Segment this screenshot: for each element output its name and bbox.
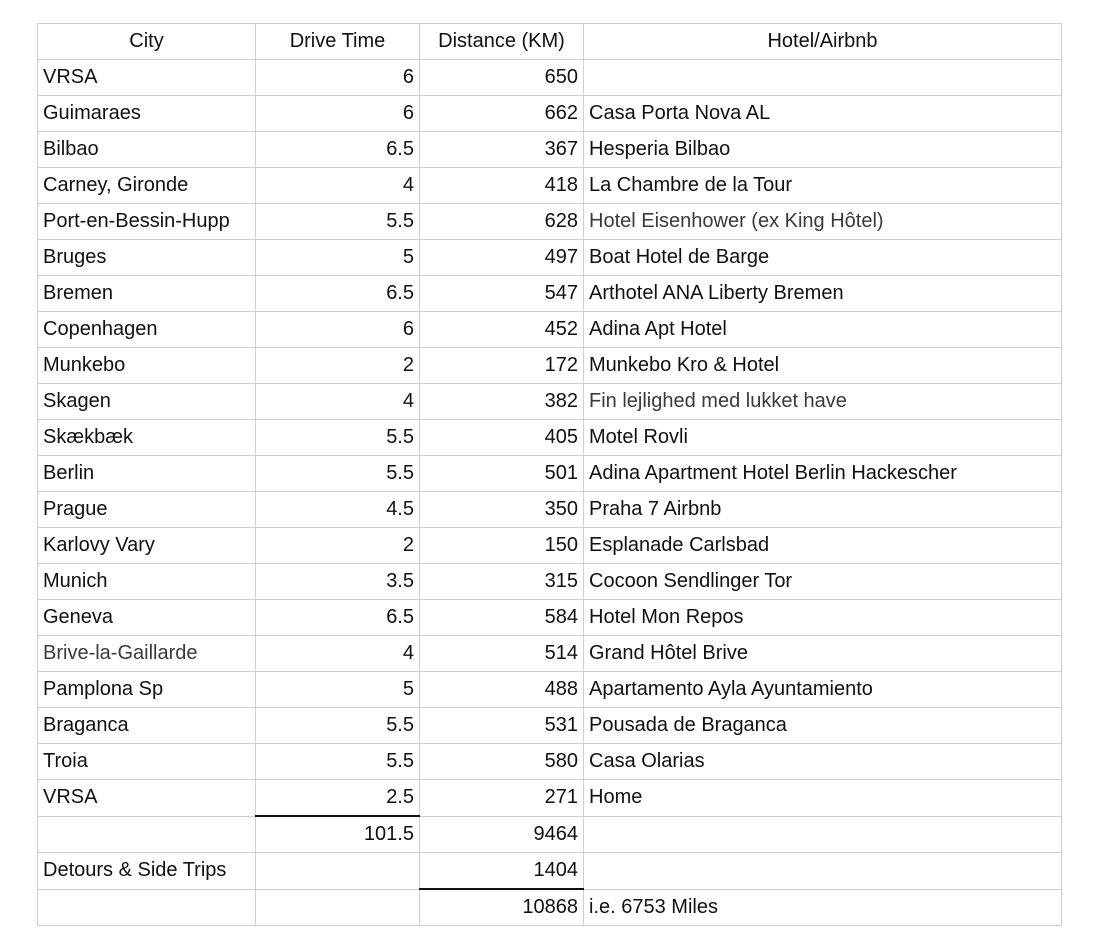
header-city[interactable]: City [38,24,256,60]
hotel-cell[interactable]: Apartamento Ayla Ayuntamiento [584,672,1062,708]
table-row [38,564,1062,600]
hotel-cell[interactable] [584,60,1062,96]
distance-cell[interactable]: 382 [420,384,584,420]
drive-time-cell[interactable]: 3.5 [256,564,420,600]
city-cell[interactable]: Prague [38,492,256,528]
table-row [38,240,1062,276]
table-row [38,456,1062,492]
distance-cell[interactable]: 315 [420,564,584,600]
empty-cell[interactable] [256,853,420,890]
hotel-cell[interactable]: Pousada de Braganca [584,708,1062,744]
table-row [38,744,1062,780]
table-row [38,204,1062,240]
city-cell[interactable]: Pamplona Sp [38,672,256,708]
drive-time-cell[interactable]: 5.5 [256,204,420,240]
table-row [38,132,1062,168]
hotel-cell[interactable]: Hesperia Bilbao [584,132,1062,168]
table-row [38,492,1062,528]
table-row [38,384,1062,420]
drive-time-cell[interactable]: 5 [256,672,420,708]
drive-time-cell[interactable]: 4 [256,384,420,420]
city-cell[interactable]: Bremen [38,276,256,312]
distance-cell[interactable]: 531 [420,708,584,744]
distance-cell[interactable]: 418 [420,168,584,204]
hotel-cell[interactable]: Motel Rovli [584,420,1062,456]
distance-cell[interactable]: 497 [420,240,584,276]
city-cell[interactable]: Troia [38,744,256,780]
city-cell[interactable]: Port-en-Bessin-Hupp [38,204,256,240]
distance-cell[interactable]: 271 [420,780,584,817]
table-row [38,708,1062,744]
city-cell[interactable]: Skagen [38,384,256,420]
drive-time-cell[interactable]: 6.5 [256,132,420,168]
header-distance[interactable]: Distance (KM) [420,24,584,60]
table-row [38,780,1062,817]
drive-time-cell[interactable]: 6.5 [256,600,420,636]
header-drive-time[interactable]: Drive Time [256,24,420,60]
city-cell[interactable]: Berlin [38,456,256,492]
header-hotel[interactable]: Hotel/Airbnb [584,24,1062,60]
distance-cell[interactable]: 405 [420,420,584,456]
city-cell[interactable]: Skækbæk [38,420,256,456]
miles-note-cell[interactable]: i.e. 6753 Miles [584,889,1062,926]
city-cell[interactable]: Guimaraes [38,96,256,132]
hotel-cell[interactable]: Cocoon Sendlinger Tor [584,564,1062,600]
distance-cell[interactable]: 488 [420,672,584,708]
city-cell[interactable]: Munkebo [38,348,256,384]
hotel-cell[interactable]: Esplanade Carlsbad [584,528,1062,564]
drive-time-cell[interactable]: 6 [256,96,420,132]
hotel-cell[interactable]: Boat Hotel de Barge [584,240,1062,276]
grand-total-distance-cell[interactable]: 10868 [420,889,584,926]
hotel-cell[interactable]: Home [584,780,1062,817]
empty-cell[interactable] [584,853,1062,890]
distance-cell[interactable]: 501 [420,456,584,492]
hotel-cell[interactable]: Casa Olarias [584,744,1062,780]
distance-cell[interactable]: 172 [420,348,584,384]
drive-time-cell[interactable]: 5.5 [256,456,420,492]
distance-cell[interactable]: 150 [420,528,584,564]
city-cell[interactable]: Geneva [38,600,256,636]
hotel-cell[interactable]: Adina Apartment Hotel Berlin Hackescher [584,456,1062,492]
city-cell[interactable]: Brive-la-Gaillarde [38,636,256,672]
city-cell[interactable]: Bilbao [38,132,256,168]
detours-distance-cell[interactable]: 1404 [420,853,584,890]
trip-table [37,23,1062,926]
header-row [38,24,1062,60]
empty-cell[interactable] [584,816,1062,853]
distance-cell[interactable]: 367 [420,132,584,168]
drive-time-cell[interactable]: 2 [256,348,420,384]
city-cell[interactable]: Munich [38,564,256,600]
table-row [38,348,1062,384]
drive-time-cell[interactable]: 6 [256,312,420,348]
drive-time-cell[interactable]: 5 [256,240,420,276]
table-row [38,600,1062,636]
drive-time-cell[interactable]: 2 [256,528,420,564]
table-row [38,312,1062,348]
empty-cell[interactable] [38,889,256,926]
city-cell[interactable]: VRSA [38,780,256,817]
table-row [38,96,1062,132]
hotel-cell[interactable]: Grand Hôtel Brive [584,636,1062,672]
drive-time-cell[interactable]: 4.5 [256,492,420,528]
grand-total-row [38,889,1062,926]
table-row [38,672,1062,708]
detours-label-cell[interactable]: Detours & Side Trips [38,853,256,890]
table-row [38,60,1062,96]
city-cell[interactable]: Karlovy Vary [38,528,256,564]
drive-time-cell[interactable]: 5.5 [256,420,420,456]
distance-cell[interactable]: 452 [420,312,584,348]
table-row [38,168,1062,204]
detours-row [38,853,1062,890]
drive-time-cell[interactable]: 5.5 [256,744,420,780]
hotel-cell[interactable]: Fin lejlighed med lukket have [584,384,1062,420]
distance-cell[interactable]: 628 [420,204,584,240]
totals-row [38,816,1062,853]
distance-cell[interactable]: 547 [420,276,584,312]
hotel-cell[interactable]: Hotel Mon Repos [584,600,1062,636]
city-cell[interactable]: Braganca [38,708,256,744]
hotel-cell[interactable]: Casa Porta Nova AL [584,96,1062,132]
empty-cell[interactable] [38,816,256,853]
city-cell[interactable]: Copenhagen [38,312,256,348]
city-cell[interactable]: VRSA [38,60,256,96]
distance-cell[interactable]: 662 [420,96,584,132]
hotel-cell[interactable]: Hotel Eisenhower (ex King Hôtel) [584,204,1062,240]
drive-time-cell[interactable]: 6 [256,60,420,96]
empty-cell[interactable] [256,889,420,926]
hotel-cell[interactable]: La Chambre de la Tour [584,168,1062,204]
city-cell[interactable]: Carney, Gironde [38,168,256,204]
table-row [38,636,1062,672]
table-row [38,528,1062,564]
total-drive-time-cell[interactable]: 101.5 [256,816,420,853]
hotel-cell[interactable]: Adina Apt Hotel [584,312,1062,348]
drive-time-cell[interactable]: 4 [256,168,420,204]
distance-cell[interactable]: 650 [420,60,584,96]
hotel-cell[interactable]: Munkebo Kro & Hotel [584,348,1062,384]
drive-time-cell[interactable]: 2.5 [256,780,420,817]
distance-cell[interactable]: 584 [420,600,584,636]
distance-cell[interactable]: 350 [420,492,584,528]
distance-cell[interactable]: 514 [420,636,584,672]
city-cell[interactable]: Bruges [38,240,256,276]
table-row [38,276,1062,312]
hotel-cell[interactable]: Praha 7 Airbnb [584,492,1062,528]
drive-time-cell[interactable]: 4 [256,636,420,672]
total-distance-cell[interactable]: 9464 [420,816,584,853]
hotel-cell[interactable]: Arthotel ANA Liberty Bremen [584,276,1062,312]
drive-time-cell[interactable]: 6.5 [256,276,420,312]
distance-cell[interactable]: 580 [420,744,584,780]
drive-time-cell[interactable]: 5.5 [256,708,420,744]
table-row [38,420,1062,456]
